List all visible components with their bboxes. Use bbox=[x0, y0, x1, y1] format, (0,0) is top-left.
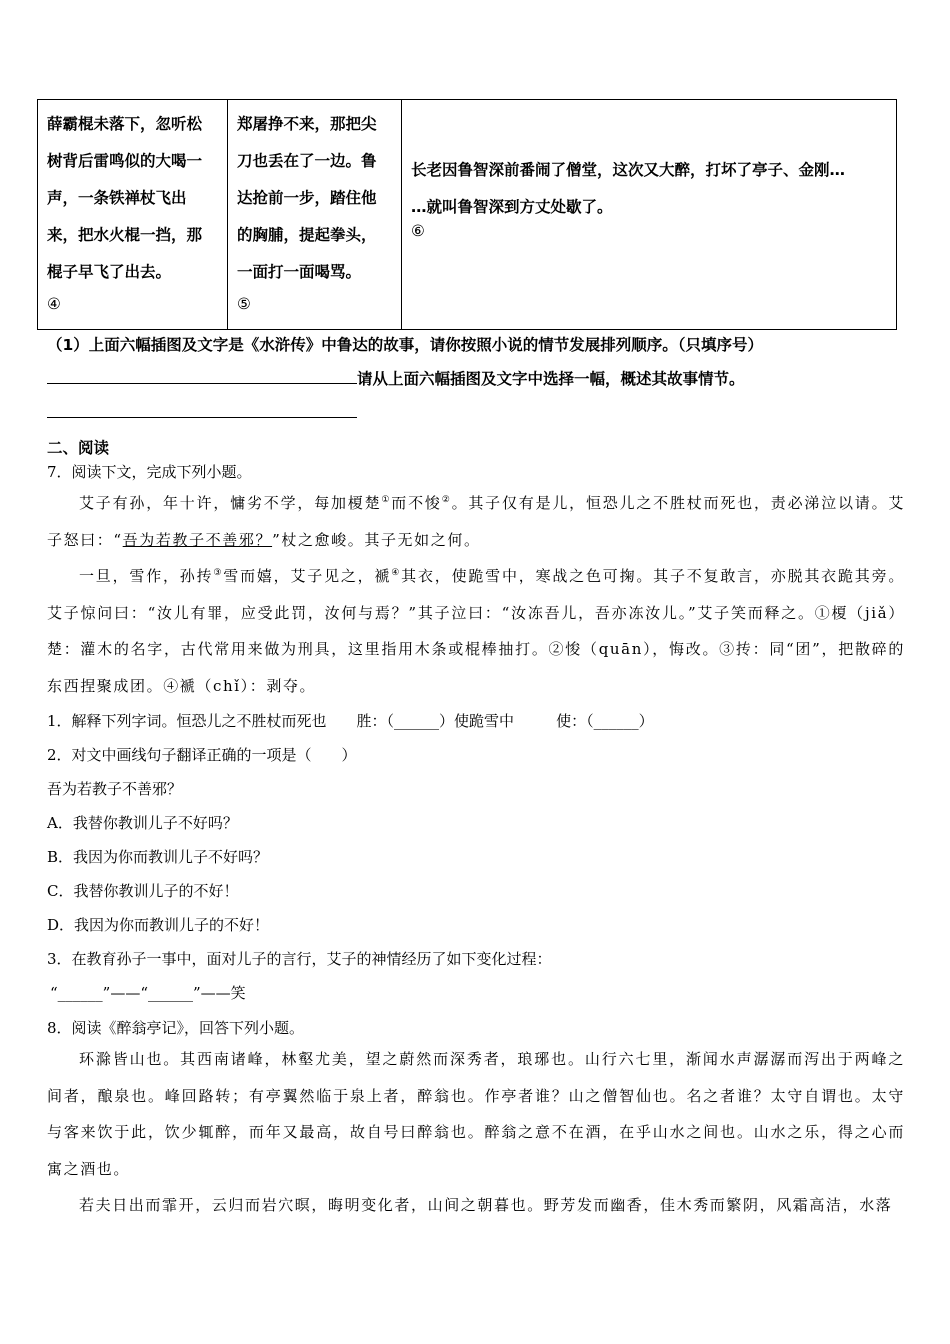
question-2: 请从上面六幅插图及文字中选择一幅，概述其故事情节。 bbox=[357, 370, 745, 388]
text-run: 艾子有孙，年十许，慵劣不学，每加榎楚 bbox=[79, 494, 382, 512]
text-run: 胜：（______）使跪雪中 bbox=[356, 712, 515, 730]
cell-6-line: 长老因鲁智深前番闹了僧堂，这次又大醉，打坏了亭子、金刚… bbox=[411, 161, 846, 179]
table-cell-5 bbox=[228, 100, 402, 329]
cell-4-number: ④ bbox=[47, 295, 61, 313]
text-run: 而不悛 bbox=[391, 494, 442, 512]
option-a[interactable]: A．我替你教训儿子不好吗？ bbox=[47, 814, 238, 832]
q8-intro: 8．阅读《醉翁亭记》，回答下列小题。 bbox=[47, 1019, 305, 1037]
option-b[interactable]: B．我因为你而教训儿子不好吗？ bbox=[47, 848, 269, 866]
text-run: 雪而嬉，艾子见之，褫 bbox=[223, 567, 392, 585]
cell-4-line: 棍子早飞了出去。 bbox=[47, 263, 172, 281]
q7-sub-3: 3．在教育孙子一事中，面对儿子的言行，艾子的神情经历了如下变化过程： bbox=[47, 950, 552, 968]
text-run: 使：（______） bbox=[556, 712, 654, 730]
section-title: 二、阅读 bbox=[47, 439, 110, 457]
cell-4-line: 来，把水火棍一挡，那 bbox=[47, 226, 203, 244]
answer-blank-row bbox=[47, 400, 357, 422]
cell-4-line: 薛霸棍未落下，忽听松 bbox=[47, 115, 203, 133]
text-run: 一旦，雪作，孙抟 bbox=[79, 567, 214, 585]
text-run: ”杖之愈峻。其子无如之何。 bbox=[272, 530, 481, 549]
q7-sub-3-fill: “______”——“______”——笑 bbox=[50, 984, 246, 1002]
answer-blank[interactable] bbox=[47, 366, 357, 384]
cell-5-line: 的胸脯，提起拳头， bbox=[237, 226, 377, 244]
text-run: 1．解释下列字词。恒恐儿之不胜杖而死也 bbox=[47, 712, 327, 730]
footnote-mark: ① bbox=[381, 495, 392, 505]
option-d[interactable]: D．我因为你而教训儿子的不好！ bbox=[47, 916, 270, 934]
table-cell-6 bbox=[402, 100, 896, 329]
q7-paragraph-1 bbox=[47, 485, 905, 558]
q7-sub-2: 2．对文中画线句子翻译正确的一项是（ ） bbox=[47, 746, 357, 764]
footnote-mark: ② bbox=[441, 495, 452, 505]
story-table bbox=[37, 99, 897, 330]
cell-4-line: 声，一条铁禅杖飞出 bbox=[47, 189, 187, 207]
q7-sub-1 bbox=[47, 710, 654, 731]
cell-5-line: 达抢前一步，踏住他 bbox=[237, 189, 377, 207]
footnote-mark: ④ bbox=[391, 568, 402, 578]
text-run: 。其子仅有是儿，恒恐儿之不胜杖而死也，责必涕泣以请。艾子怒曰：“ bbox=[47, 494, 905, 549]
q7-paragraph-2 bbox=[47, 558, 905, 704]
q7-sub-2-sentence: 吾为若教子不善邪？ bbox=[47, 780, 183, 798]
footnote-mark: ③ bbox=[213, 568, 224, 578]
q8-paragraph-2: 若夫日出而霏开，云归而岩穴暝，晦明变化者，山间之朝暮也。野芳发而幽香，佳木秀而繁阴，风霜高洁，水落 bbox=[79, 1196, 893, 1214]
q8-paragraph-1: 环滁皆山也。其西南诸峰，林壑尤美，望之蔚然而深秀者，琅琊也。山行六七里，渐闻水声潺潺而泻出于两峰之间者，酿泉也。峰回路转；有亭翼然临于泉上者，醉翁也。作亭者谁？山之僧智仙也。名之者谁？太守自谓也。太守与客来饮于此，饮少辄醉，而年又最高，故自号曰醉翁也。醉翁之意不在酒，在乎山水之间也。山水之乐，得之心而寓之酒也。 bbox=[47, 1050, 905, 1178]
cell-6-number: ⑥ bbox=[411, 222, 425, 240]
cell-4-line: 树背后雷鸣似的大喝一 bbox=[47, 152, 203, 170]
option-c[interactable]: C．我替你教训儿子的不好！ bbox=[47, 882, 239, 900]
cell-5-line: 刀也丢在了一边。鲁 bbox=[237, 152, 377, 170]
q8-passage bbox=[47, 1041, 905, 1224]
question-2-row bbox=[47, 366, 745, 389]
cell-5-line: 一面打一面喝骂。 bbox=[237, 263, 362, 281]
underlined-sentence: 吾为若教子不善邪？ bbox=[122, 530, 273, 549]
cell-5-number: ⑤ bbox=[237, 295, 251, 313]
cell-6-line: …就叫鲁智深到方丈处歇了。 bbox=[411, 198, 613, 216]
answer-blank[interactable] bbox=[47, 400, 357, 418]
cell-5-line: 郑屠挣不来，那把尖 bbox=[237, 115, 377, 133]
q7-intro: 7．阅读下文，完成下列小题。 bbox=[47, 463, 252, 481]
table-cell-4 bbox=[38, 100, 228, 329]
question-1: （1）上面六幅插图及文字是《水浒传》中鲁达的故事，请你按照小说的情节发展排列顺序。（只填序号） bbox=[47, 336, 764, 354]
q7-passage bbox=[47, 485, 905, 704]
text-run: 其衣，使跪雪中，寒战之色可掬。其子不复敢言，亦脱其衣跪其旁。艾子惊问曰：“汝儿有罪，应受此罚，汝何与焉？”其子泣曰：“汝冻吾儿，吾亦冻汝儿。”艾子笑而释之。①榎（jiǎ）楚：灌木的名字，古代常用来做为刑具，这里指用木条或棍棒抽打。②悛（quān），悔改。③抟：同“团”，把散碎的东西捏聚成团。④褫（chǐ）：剥夺。 bbox=[47, 567, 905, 695]
